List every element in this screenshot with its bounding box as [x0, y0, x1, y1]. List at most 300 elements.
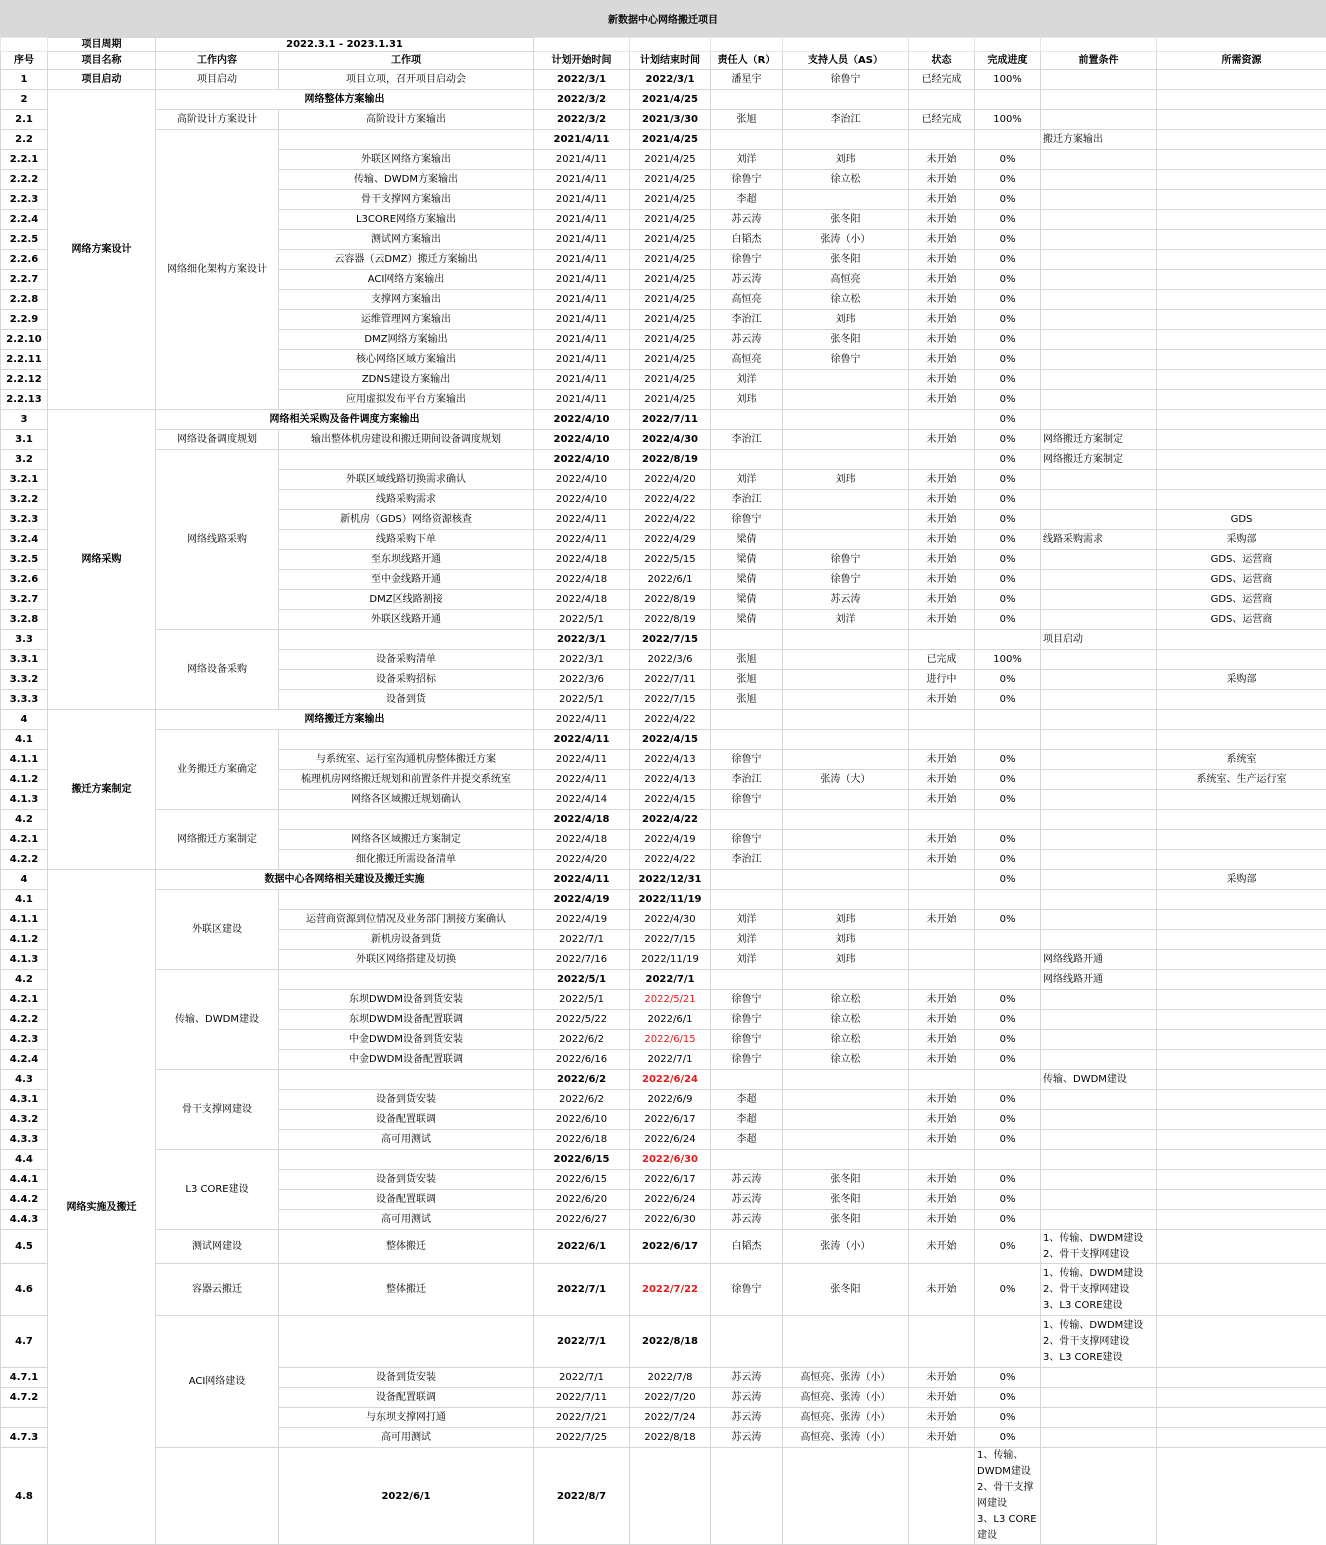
owner: 苏云涛 — [711, 1368, 783, 1388]
planned-start: 2022/4/18 — [534, 570, 630, 590]
status-badge — [909, 950, 975, 970]
work-item: 整体搬迁 — [279, 1264, 534, 1316]
meta-empty-cell — [909, 38, 975, 52]
planned-start: 2022/6/10 — [534, 1110, 630, 1130]
required-resources: GDS、运营商 — [1157, 550, 1326, 570]
precondition — [1041, 1050, 1157, 1070]
row-number: 4.2.1 — [1, 830, 48, 850]
progress-value — [975, 90, 1041, 110]
support-staff: 刘玮 — [783, 930, 909, 950]
planned-start: 2022/3/1 — [534, 70, 630, 90]
support-staff: 张冬阳 — [783, 210, 909, 230]
progress-value: 0% — [975, 1428, 1041, 1448]
planned-end: 2021/4/25 — [630, 170, 711, 190]
planned-end: 2022/6/30 — [630, 1210, 711, 1230]
support-staff: 高恒亮、张涛（小） — [783, 1408, 909, 1428]
workstream-title: 数据中心各网络相关建设及搬迁实施 — [156, 870, 534, 890]
work-item: DMZ网络方案输出 — [279, 330, 534, 350]
owner: 徐鲁宁 — [711, 170, 783, 190]
planned-end: 2022/6/1 — [630, 570, 711, 590]
work-content: 网络搬迁方案制定 — [156, 810, 279, 870]
progress-value: 0% — [975, 1050, 1041, 1070]
planned-start: 2021/4/11 — [534, 230, 630, 250]
status-badge: 未开始 — [909, 1264, 975, 1316]
required-resources — [1157, 710, 1326, 730]
support-staff — [783, 1316, 909, 1368]
row-number: 4.2.1 — [1, 990, 48, 1010]
progress-value: 0% — [975, 190, 1041, 210]
owner: 刘洋 — [711, 470, 783, 490]
table-row — [1, 1150, 1326, 1170]
support-staff: 徐立松 — [783, 290, 909, 310]
planned-start: 2021/4/11 — [534, 370, 630, 390]
status-badge: 已经完成 — [909, 70, 975, 90]
support-staff — [783, 750, 909, 770]
planned-start: 2021/4/11 — [534, 190, 630, 210]
support-staff: 张涛（小） — [783, 1230, 909, 1264]
row-number: 4 — [1, 710, 48, 730]
status-badge: 未开始 — [909, 490, 975, 510]
owner: 梁倩 — [711, 570, 783, 590]
planned-end: 2021/4/25 — [630, 230, 711, 250]
planned-end: 2022/6/30 — [630, 1150, 711, 1170]
required-resources — [1157, 850, 1326, 870]
required-resources — [1157, 690, 1326, 710]
row-number: 4.5 — [1, 1230, 48, 1264]
precondition — [1041, 770, 1157, 790]
col-header-support: 支持人员（AS） — [783, 52, 909, 70]
work-item: 应用虚拟发布平台方案输出 — [279, 390, 534, 410]
precondition: 网络搬迁方案制定 — [1041, 450, 1157, 470]
required-resources: GDS、运营商 — [1157, 570, 1326, 590]
status-badge: 未开始 — [909, 530, 975, 550]
precondition — [1041, 1150, 1157, 1170]
progress-value: 0% — [975, 1030, 1041, 1050]
progress-value: 0% — [975, 1368, 1041, 1388]
required-resources: GDS、运营商 — [1157, 590, 1326, 610]
status-badge — [909, 970, 975, 990]
status-badge: 未开始 — [909, 830, 975, 850]
work-item — [279, 970, 534, 990]
precondition — [1041, 1090, 1157, 1110]
support-staff — [783, 970, 909, 990]
status-badge: 进行中 — [909, 670, 975, 690]
required-resources — [1157, 1428, 1326, 1448]
precondition — [1041, 830, 1157, 850]
owner — [711, 410, 783, 430]
status-badge — [909, 450, 975, 470]
support-staff — [783, 810, 909, 830]
required-resources — [1157, 370, 1326, 390]
planned-start: 2022/4/14 — [534, 790, 630, 810]
precondition — [1041, 410, 1157, 430]
owner: 刘洋 — [711, 950, 783, 970]
required-resources — [1157, 1090, 1326, 1110]
work-content: 容器云搬迁 — [156, 1264, 279, 1316]
work-item — [279, 130, 534, 150]
progress-value — [975, 810, 1041, 830]
work-item: ZDNS建设方案输出 — [279, 370, 534, 390]
progress-value: 0% — [975, 330, 1041, 350]
status-badge — [909, 1150, 975, 1170]
work-content: 高阶设计方案设计 — [156, 110, 279, 130]
progress-value: 0% — [975, 410, 1041, 430]
precondition — [1041, 1030, 1157, 1050]
planned-end: 2022/7/8 — [630, 1368, 711, 1388]
precondition — [1041, 290, 1157, 310]
support-staff: 刘玮 — [783, 950, 909, 970]
progress-value: 0% — [975, 1190, 1041, 1210]
work-item: 中金DWDM设备到货安装 — [279, 1030, 534, 1050]
support-staff: 徐立松 — [783, 170, 909, 190]
progress-value: 0% — [975, 1090, 1041, 1110]
precondition — [1041, 1210, 1157, 1230]
owner — [711, 1316, 783, 1368]
planned-end: 2022/7/20 — [630, 1388, 711, 1408]
required-resources: 采购部 — [1157, 530, 1326, 550]
planned-start: 2022/6/1 — [279, 1448, 534, 1545]
required-resources — [1157, 1010, 1326, 1030]
status-badge: 未开始 — [909, 510, 975, 530]
project-name: 项目启动 — [48, 70, 156, 90]
row-number: 4.2.2 — [1, 1010, 48, 1030]
status-badge: 已完成 — [909, 650, 975, 670]
row-number: 4.1.1 — [1, 750, 48, 770]
owner: 徐鲁宁 — [711, 790, 783, 810]
precondition — [1041, 470, 1157, 490]
planned-start: 2022/7/1 — [534, 1264, 630, 1316]
work-item: 运营商资源到位情况及业务部门割接方案确认 — [279, 910, 534, 930]
status-badge: 未开始 — [909, 230, 975, 250]
planned-start: 2022/7/21 — [534, 1408, 630, 1428]
planned-end: 2021/4/25 — [630, 290, 711, 310]
status-badge: 未开始 — [909, 690, 975, 710]
row-number: 4.2 — [1, 810, 48, 830]
progress-value: 0% — [975, 510, 1041, 530]
owner — [711, 1150, 783, 1170]
precondition — [1041, 750, 1157, 770]
progress-value: 0% — [975, 530, 1041, 550]
work-item: DMZ区线路割接 — [279, 590, 534, 610]
support-staff: 张冬阳 — [783, 1170, 909, 1190]
work-item: 支撑网方案输出 — [279, 290, 534, 310]
header-row — [1, 52, 1326, 70]
work-item: 细化搬迁所需设备清单 — [279, 850, 534, 870]
support-staff: 张冬阳 — [783, 250, 909, 270]
row-number: 2.2.11 — [1, 350, 48, 370]
planned-start: 2021/4/11 — [534, 390, 630, 410]
row-number: 3.2.4 — [1, 530, 48, 550]
row-number: 2.2.13 — [1, 390, 48, 410]
planned-start: 2022/4/19 — [534, 890, 630, 910]
precondition: 1、传输、DWDM建设 2、骨干支撑网建设 3、L3 CORE建设 — [975, 1448, 1041, 1545]
support-staff: 徐鲁宁 — [783, 550, 909, 570]
work-item: 运维管理网方案输出 — [279, 310, 534, 330]
work-item: 网络各区域搬迁方案制定 — [279, 830, 534, 850]
planned-start: 2022/4/10 — [534, 450, 630, 470]
status-badge: 未开始 — [909, 390, 975, 410]
row-number: 3.2.2 — [1, 490, 48, 510]
support-staff: 高恒亮、张涛（小） — [783, 1388, 909, 1408]
support-staff — [783, 670, 909, 690]
owner — [711, 1070, 783, 1090]
support-staff: 刘玮 — [783, 310, 909, 330]
row-number: 3.2.6 — [1, 570, 48, 590]
owner: 李治江 — [711, 430, 783, 450]
planned-start: 2022/6/20 — [534, 1190, 630, 1210]
planned-start: 2022/4/18 — [534, 830, 630, 850]
status-badge: 未开始 — [909, 470, 975, 490]
planned-end: 2022/12/31 — [630, 870, 711, 890]
required-resources — [1157, 1130, 1326, 1150]
planned-end: 2021/4/25 — [630, 270, 711, 290]
status-badge: 未开始 — [909, 1190, 975, 1210]
row-number: 3.2.5 — [1, 550, 48, 570]
status-badge: 未开始 — [909, 210, 975, 230]
progress-value: 0% — [975, 790, 1041, 810]
required-resources — [1157, 1210, 1326, 1230]
progress-value: 0% — [975, 290, 1041, 310]
meta-empty-cell — [630, 38, 711, 52]
precondition — [1041, 370, 1157, 390]
owner: 徐鲁宁 — [711, 1264, 783, 1316]
owner: 潘星宇 — [711, 70, 783, 90]
owner: 张旭 — [711, 650, 783, 670]
planned-end: 2022/4/13 — [630, 770, 711, 790]
planned-start: 2022/3/1 — [534, 630, 630, 650]
status-badge — [909, 870, 975, 890]
planned-start: 2022/4/18 — [534, 550, 630, 570]
status-badge — [783, 1448, 909, 1545]
precondition: 线路采购需求 — [1041, 530, 1157, 550]
row-number: 2 — [1, 90, 48, 110]
row-number: 4.4 — [1, 1150, 48, 1170]
planned-end: 2022/4/22 — [630, 710, 711, 730]
planned-end: 2022/3/1 — [630, 70, 711, 90]
required-resources — [1157, 950, 1326, 970]
planned-end: 2022/6/17 — [630, 1110, 711, 1130]
row-number: 4.7 — [1, 1316, 48, 1368]
precondition — [1041, 70, 1157, 90]
support-staff — [783, 710, 909, 730]
owner — [711, 630, 783, 650]
precondition: 传输、DWDM建设 — [1041, 1070, 1157, 1090]
support-staff: 徐立松 — [783, 1010, 909, 1030]
table-row — [1, 110, 1326, 130]
row-number: 4.6 — [1, 1264, 48, 1316]
support-staff — [783, 890, 909, 910]
planned-start: 2021/4/11 — [534, 270, 630, 290]
col-header-start: 计划开始时间 — [534, 52, 630, 70]
work-item: ACI网络方案输出 — [279, 270, 534, 290]
required-resources — [1157, 330, 1326, 350]
row-number: 2.2.7 — [1, 270, 48, 290]
status-badge: 未开始 — [909, 350, 975, 370]
required-resources — [1157, 1316, 1326, 1368]
status-badge: 未开始 — [909, 1408, 975, 1428]
planned-start: 2022/4/11 — [534, 530, 630, 550]
row-number: 2.2.1 — [1, 150, 48, 170]
required-resources: GDS、运营商 — [1157, 610, 1326, 630]
support-staff — [783, 410, 909, 430]
support-staff: 张冬阳 — [783, 1210, 909, 1230]
owner: 徐鲁宁 — [711, 1050, 783, 1070]
support-staff — [783, 630, 909, 650]
planned-end: 2022/7/11 — [630, 410, 711, 430]
planned-end: 2021/4/25 — [630, 370, 711, 390]
progress-value: 0% — [975, 270, 1041, 290]
work-content: 骨干支撑网建设 — [156, 1070, 279, 1150]
required-resources — [1157, 70, 1326, 90]
progress-value: 0% — [975, 590, 1041, 610]
precondition — [1041, 1428, 1157, 1448]
required-resources — [1157, 1408, 1326, 1428]
planned-start: 2022/4/11 — [534, 770, 630, 790]
required-resources — [1157, 430, 1326, 450]
work-item: 设备配置联调 — [279, 1388, 534, 1408]
planned-start: 2022/4/18 — [534, 810, 630, 830]
row-number: 4 — [1, 870, 48, 890]
work-item — [279, 450, 534, 470]
precondition: 网络搬迁方案制定 — [1041, 430, 1157, 450]
precondition — [1041, 510, 1157, 530]
owner: 白韬杰 — [711, 1230, 783, 1264]
owner: 刘玮 — [711, 390, 783, 410]
work-item: 与系统室、运行室沟通机房整体搬迁方案 — [279, 750, 534, 770]
required-resources — [1157, 1150, 1326, 1170]
required-resources: 系统室、生产运行室 — [1157, 770, 1326, 790]
owner: 高恒亮 — [711, 350, 783, 370]
owner: 刘洋 — [711, 930, 783, 950]
planned-start: 2022/4/11 — [534, 750, 630, 770]
meta-empty-cell — [975, 38, 1041, 52]
work-item — [156, 1448, 279, 1545]
work-item: 东坝DWDM设备配置联调 — [279, 1010, 534, 1030]
table-row — [1, 710, 1326, 730]
work-item: 外联区网络搭建及切换 — [279, 950, 534, 970]
status-badge: 未开始 — [909, 1090, 975, 1110]
planned-start: 2022/5/1 — [534, 990, 630, 1010]
required-resources — [1157, 1230, 1326, 1264]
row-number: 2.2.4 — [1, 210, 48, 230]
row-number: 4.8 — [1, 1448, 48, 1545]
row-number: 3.1 — [1, 430, 48, 450]
planned-end: 2021/4/25 — [630, 130, 711, 150]
owner: 李治江 — [711, 850, 783, 870]
precondition: 项目启动 — [1041, 630, 1157, 650]
work-item: 外联区线路开通 — [279, 610, 534, 630]
planned-start: 2022/6/1 — [534, 1230, 630, 1264]
status-badge: 未开始 — [909, 270, 975, 290]
owner: 梁倩 — [711, 550, 783, 570]
planned-end: 2022/4/15 — [630, 790, 711, 810]
col-header-owner: 责任人（R） — [711, 52, 783, 70]
status-badge: 未开始 — [909, 1050, 975, 1070]
work-content: 网络设备采购 — [156, 630, 279, 710]
precondition — [1041, 350, 1157, 370]
row-number: 3.2.1 — [1, 470, 48, 490]
progress-value — [975, 950, 1041, 970]
table-row — [1, 1230, 1326, 1264]
work-item: 中金DWDM设备配置联调 — [279, 1050, 534, 1070]
required-resources — [1157, 1170, 1326, 1190]
planned-start: 2022/3/1 — [534, 650, 630, 670]
progress-value: 100% — [975, 110, 1041, 130]
progress-value: 100% — [975, 70, 1041, 90]
row-number: 4.4.1 — [1, 1170, 48, 1190]
work-content: 网络细化架构方案设计 — [156, 130, 279, 410]
progress-value: 0% — [975, 1230, 1041, 1264]
required-resources — [1157, 250, 1326, 270]
owner: 苏云涛 — [711, 1388, 783, 1408]
precondition — [1041, 1408, 1157, 1428]
progress-value: 0% — [975, 490, 1041, 510]
row-number: 3.2.3 — [1, 510, 48, 530]
support-staff — [783, 650, 909, 670]
owner: 李治江 — [711, 310, 783, 330]
planned-start: 2021/4/11 — [534, 330, 630, 350]
row-number: 2.1 — [1, 110, 48, 130]
owner: 张旭 — [711, 690, 783, 710]
precondition — [1041, 670, 1157, 690]
status-badge — [909, 730, 975, 750]
table-row — [1, 430, 1326, 450]
table-row — [1, 90, 1326, 110]
planned-end: 2021/3/30 — [630, 110, 711, 130]
required-resources — [1157, 130, 1326, 150]
required-resources — [1157, 150, 1326, 170]
support-staff — [783, 870, 909, 890]
table-row — [1, 1070, 1326, 1090]
required-resources — [1157, 790, 1326, 810]
planned-end: 2022/8/18 — [630, 1316, 711, 1368]
status-badge: 未开始 — [909, 370, 975, 390]
planned-start: 2022/7/16 — [534, 950, 630, 970]
support-staff — [783, 190, 909, 210]
planned-start: 2022/3/2 — [534, 90, 630, 110]
support-staff: 徐鲁宁 — [783, 70, 909, 90]
required-resources — [1157, 190, 1326, 210]
precondition: 1、传输、DWDM建设 2、骨干支撑网建设 — [1041, 1230, 1157, 1264]
required-resources — [1157, 350, 1326, 370]
work-item — [279, 630, 534, 650]
table-row — [1, 1316, 1326, 1368]
planned-end: 2021/4/25 — [630, 350, 711, 370]
row-number: 2.2.2 — [1, 170, 48, 190]
col-header-status: 状态 — [909, 52, 975, 70]
owner: 徐鲁宁 — [711, 830, 783, 850]
meta-empty-cell — [1, 38, 48, 52]
precondition — [1041, 930, 1157, 950]
planned-end: 2022/11/19 — [630, 890, 711, 910]
planned-end: 2022/8/18 — [630, 1428, 711, 1448]
owner — [711, 970, 783, 990]
planned-start: 2021/4/11 — [534, 130, 630, 150]
support-staff — [783, 690, 909, 710]
work-content: L3 CORE建设 — [156, 1150, 279, 1230]
work-item: 东坝DWDM设备到货安装 — [279, 990, 534, 1010]
meta-empty-cell — [534, 38, 630, 52]
col-header-resources: 所需资源 — [1157, 52, 1326, 70]
planned-end: 2022/4/22 — [630, 810, 711, 830]
required-resources — [1157, 910, 1326, 930]
owner: 徐鲁宁 — [711, 250, 783, 270]
planned-start: 2022/7/1 — [534, 1368, 630, 1388]
row-number: 2.2.5 — [1, 230, 48, 250]
progress-value — [975, 1070, 1041, 1090]
progress-value: 0% — [975, 390, 1041, 410]
precondition — [1041, 910, 1157, 930]
